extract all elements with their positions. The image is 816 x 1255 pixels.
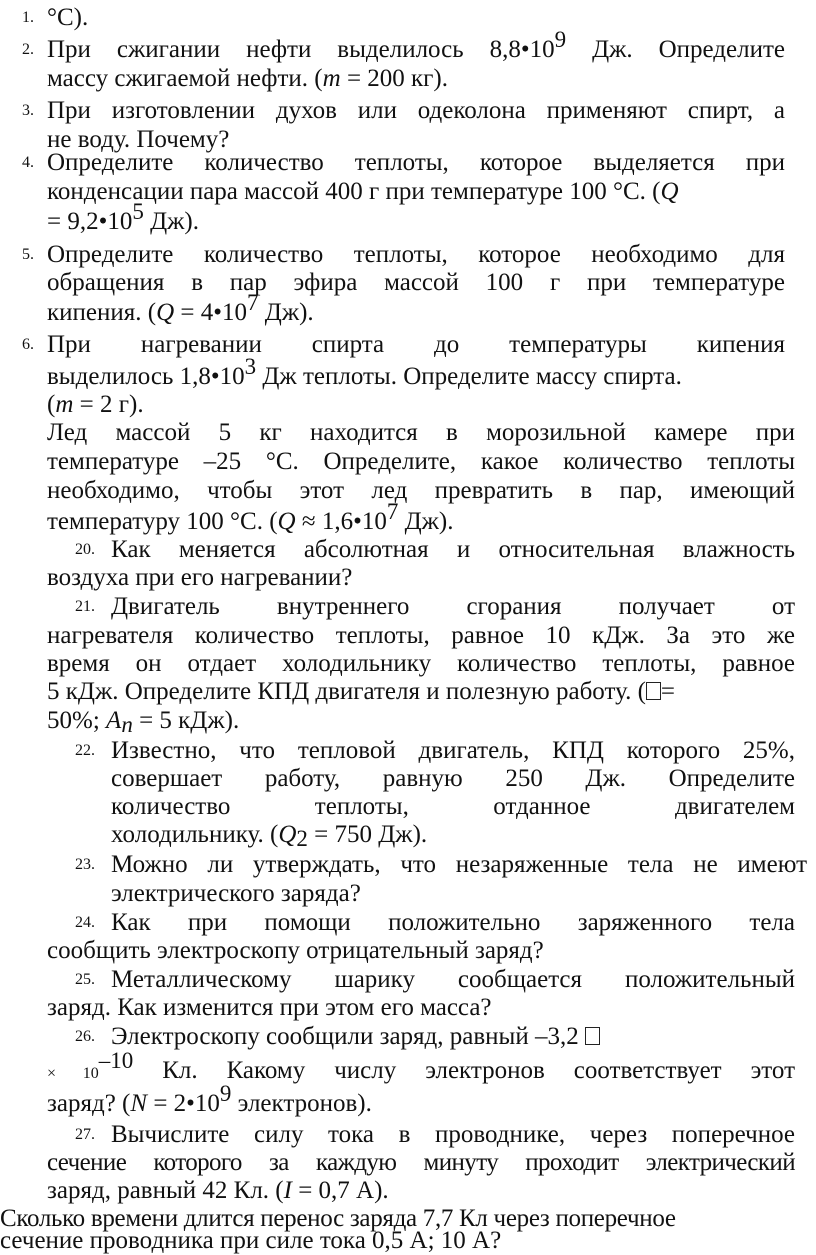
item-text: не воду. Почему? [47,126,230,153]
item-text: При изготовлении духов или одеколона применяют спирт, а [47,97,785,124]
item-text: температуре –25 °C. Определите, какое количество теплоты [47,448,795,475]
item-text: Вычислите силу тока в проводнике, через поперечное [111,1121,795,1148]
item-text: Сколько времени длится перенос заряда 7,7 Кл через поперечное [0,1205,676,1232]
item-text: Двигатель внутреннего сгорания получает от [111,593,795,620]
item-text: = $9,2•10^5$ Дж). [47,199,200,235]
item-text: °C). [47,4,89,31]
item-number: 4. [22,154,34,171]
item-number: 1. [22,9,34,26]
item-text: совершает работу, равную 250 Дж. Определите [111,765,795,792]
item-text: массу сжигаемой нефти. (m = 200 кг). [47,65,449,92]
item-text: сообщить электроскопу отрицательный заряд? [47,937,544,964]
item-text: × $10^{-10}$ Кл. Какому числу электронов соответствует этот [47,1048,795,1084]
item-text: кипения. ($Q = 4•10^7$ Дж). [47,290,314,326]
item-text: заряд, равный 42 Кл. (I = 0,7 А). [47,1177,389,1204]
item-text: выделилось $1,8•10^3$ Дж теплоты. Определите массу спирта. [47,354,682,390]
item-text: При сжигании нефти выделилось $8,8•10^9$ Дж. Определите [47,27,785,63]
item-text: конденсации пара массой 400 г при температуре 100 °C. (Q [47,178,679,205]
item-text: холодильнику. ($Q_2 = 750$ Дж). [111,821,428,851]
placeholder-box [585,1027,600,1045]
item-number: 25. [75,971,95,988]
item-text: температуру 100 °C. ($Q \approx 1,6•10^7$ Дж). [47,499,454,535]
item-number: 5. [22,246,34,263]
item-text: необходимо, чтобы этот лед превратить в пар, имеющий [47,477,795,504]
item-number: 24. [75,914,95,931]
item-text: Как меняется абсолютная и относительная влажность [111,536,795,563]
item-text: Определите количество теплоты, которое выделяется при [47,149,785,176]
item-number: 2. [22,41,34,58]
item-text: Определите количество теплоты, которое необходимо для [47,241,785,268]
item-text: Лед массой 5 кг находится в морозильной камере при [47,419,795,446]
item-text: 50%; $A_п = 5$ кДж). [47,707,240,737]
item-text: воздуха при его нагревании? [47,564,353,591]
item-text: 5 кДж. Определите КПД двигателя и полезную работу. ( = [47,678,675,705]
item-number: 6. [22,336,34,353]
item-text: время он отдает холодильнику количество теплоты, равное [47,650,795,677]
item-number: 3. [22,102,34,119]
item-text: Известно, что тепловой двигатель, КПД которого 25%, [111,737,795,764]
item-text: При нагревании спирта до температуры кипения [47,331,785,358]
item-text: нагревателя количество теплоты, равное 10 кДж. За это же [47,622,795,649]
item-number: 27. [75,1126,95,1143]
item-text: заряд. Как изменится при этом его масса? [47,994,492,1021]
item-number: 22. [75,742,95,759]
eta-symbol-box [646,682,661,700]
item-text: электрического заряда? [111,880,361,907]
item-text: сечение проводника при силе тока 0,5 А; 10 А? [0,1227,502,1254]
item-text: (m = 2 г). [47,391,144,418]
item-number: 23. [75,856,95,873]
item-text: Как при помощи положительно заряженного тела [111,909,795,936]
item-text: Электроскопу сообщили заряд, равный –3,2 [111,1022,600,1051]
item-number: 26. [75,1028,95,1045]
item-text: заряд? ($N = 2•10^9$ электронов). [47,1081,372,1117]
item-number: 21. [75,598,95,615]
item-text: Можно ли утверждать, что незаряженные тела не имеют [111,851,807,878]
item-text: Металлическому шарику сообщается положительный [111,966,795,993]
item-number: 20. [75,541,95,558]
item-text: обращения в пар эфира массой 100 г при температуре [47,269,785,296]
item-text: количество теплоты, отданное двигателем [111,793,795,820]
item-text: сечение которого за каждую минуту проходит электрический [47,1149,795,1176]
